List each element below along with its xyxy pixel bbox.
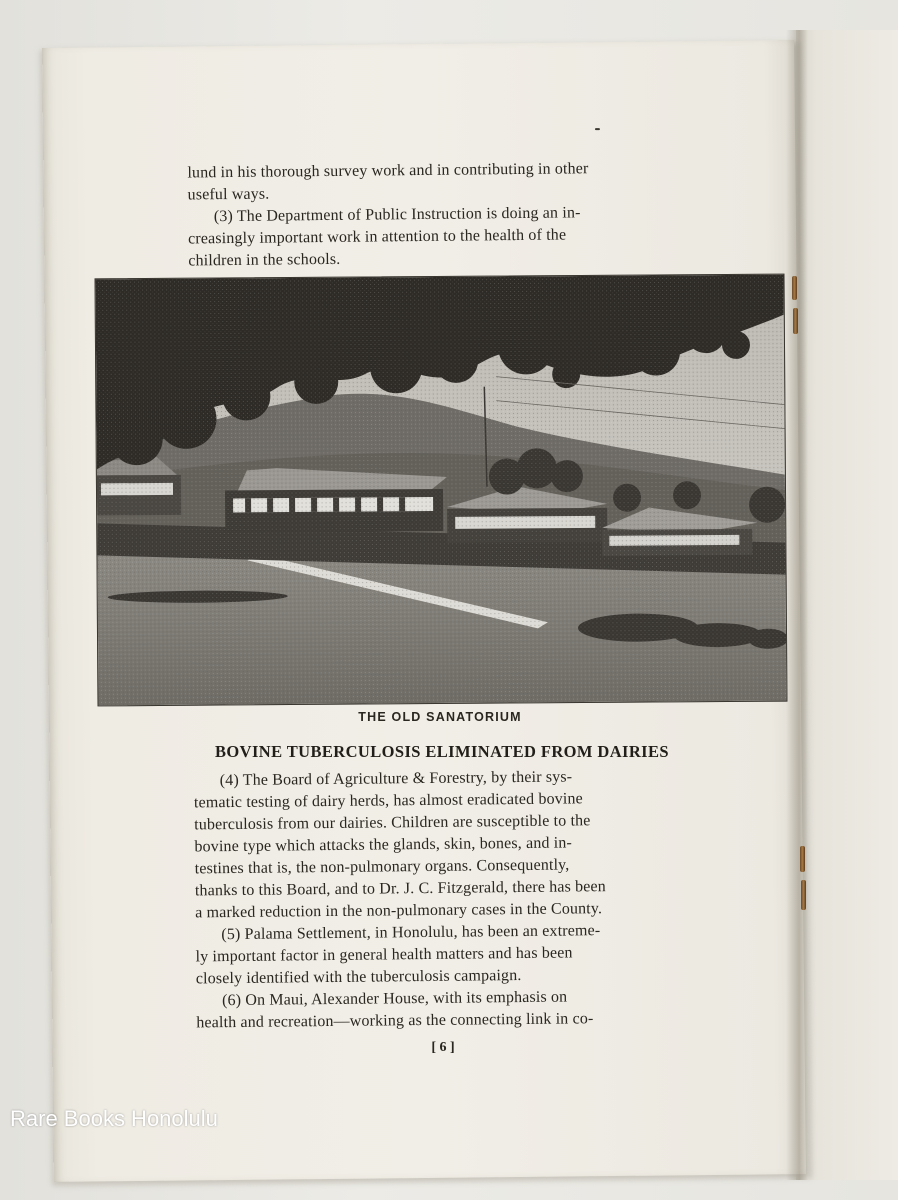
text-line: thanks to this Board, and to Dr. J. C. Fitzgerald, there has been xyxy=(194,878,607,900)
staple-bottom-upper xyxy=(800,846,805,872)
text-line: health and recreation—working as the connecting link in co- xyxy=(196,1010,594,1032)
photo-caption: THE OLD SANATORIUM xyxy=(358,710,522,724)
staple-bottom-lower xyxy=(801,880,806,910)
text-line: children in the schools. xyxy=(188,250,341,270)
body-paragraphs xyxy=(193,765,706,1032)
text-line: lund in his thorough survey work and in contributing in other xyxy=(187,160,589,182)
watermark: Rare Books Honolulu xyxy=(10,1106,218,1131)
text-line: (6) On Maui, Alexander House, with its emphasis on xyxy=(221,988,568,1010)
text-line: (4) The Board of Agriculture & Forestry, by their sys- xyxy=(219,768,573,790)
sanatorium-photo xyxy=(95,274,788,707)
text-line: bovine type which attacks the glands, skin, bones, and in- xyxy=(194,834,573,856)
facing-page-edge xyxy=(796,30,898,1180)
top-paragraph xyxy=(187,157,687,270)
staple-top-upper xyxy=(792,276,797,300)
text-line: tuberculosis from our dairies. Children are susceptible to the xyxy=(194,812,591,834)
spine-shadow xyxy=(786,30,808,1180)
staple-top-lower xyxy=(793,308,798,334)
print-speck xyxy=(595,128,600,130)
sanatorium-photo-illustration xyxy=(96,275,787,706)
text-line: testines that is, the non-pulmonary organs. Consequently, xyxy=(194,856,570,878)
text-line: a marked reduction in the non-pulmonary cases in the County. xyxy=(195,900,603,922)
page-number: [ 6 ] xyxy=(431,1040,455,1055)
text-line: tematic testing of dairy herds, has almost eradicated bovine xyxy=(193,790,583,812)
text-line: (5) Palama Settlement, in Honolulu, has been an extreme- xyxy=(221,922,601,944)
section-heading: BOVINE TUBERCULOSIS ELIMINATED FROM DAIRIES xyxy=(215,742,669,761)
text-line: (3) The Department of Public Instruction is doing an in- xyxy=(213,204,581,226)
text-line: closely identified with the tuberculosis campaign. xyxy=(195,966,522,988)
text-line: creasingly important work in attention to the health of the xyxy=(188,226,567,248)
text-line: useful ways. xyxy=(187,185,270,204)
text-line: ly important factor in general health matters and has been xyxy=(195,944,573,966)
